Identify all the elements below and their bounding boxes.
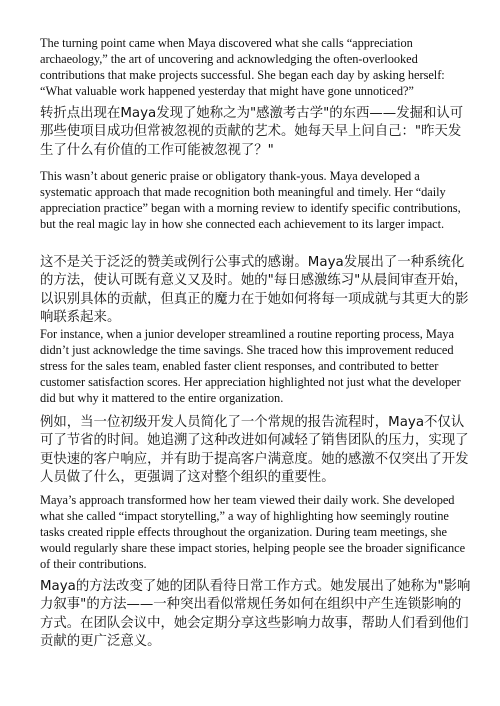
paragraph-chinese-1: 转折点出现在Maya发现了她称之为"感激考古学"的东西——发掘和认可那些使项目成功但常被忽视的贡献的艺术。她每天早上问自己："昨天发生了什么有价值的工作可能被忽视了？" <box>40 106 464 158</box>
paragraph-english-2: This wasn’t about generic praise or obligatory thank-yous. Maya developed a systematic approach that made recognition both meaningful and timely. Her “daily appreciation practice” began with a morning review to identify specific contributions, but the real magic lay in how she connected each achievement to its larger impact. <box>40 169 461 232</box>
paragraph-english-3: For instance, when a junior developer streamlined a routine reporting process, Maya didn’t just acknowledge the time savings. She traced how this improvement reduced stress for the sales team, enabled faster client responses, and contributed to better customer satisfaction scores. Her appreciation highlighted not just what the developer did but why it mattered to the entire organization. <box>40 327 461 406</box>
paragraph-english-1: The turning point came when Maya discovered what she calls “appreciation archaeology,” the art of uncovering and acknowledging the often-overlooked contributions that make projects successful. She began each day by asking herself: “What valuable work happened yesterday that might have gone unnoticed?” <box>40 36 445 99</box>
paragraph-chinese-3: 例如，当一位初级开发人员简化了一个常规的报告流程时，Maya不仅认可了节省的时间。她追溯了这种改进如何减轻了销售团队的压力，实现了更快速的客户响应，并有助于提高客户满意度。她的感激不仅突出了开发人员做了什么，更强调了这对整个组织的重要性。 <box>40 415 469 485</box>
paragraph-english-4: Maya’s approach transformed how her team viewed their daily work. She developed what she called “impact storytelling,” a way of highlighting how seemingly routine tasks created ripple effects throughout the organization. During team meetings, she would regularly share these impact stories, helping people see the broader significance of their contributions. <box>40 493 466 572</box>
paragraph-chinese-4: Maya的方法改变了她的团队看待日常工作方式。她发展出了她称为"影响力叙事"的方法——一种突出看似常规任务如何在组织中产生连锁影响的方式。在团队会议中，她会定期分享这些影响力故事，帮助人们看到他们贡献的更广泛意义。 <box>40 579 471 649</box>
paragraph-chinese-2: 这不是关于泛泛的赞美或例行公事式的感谢。Maya发展出了一种系统化的方法，使认可既有意义又及时。她的"每日感激练习"从晨间审查开始，以识别具体的贡献，但真正的魔力在于她如何将每一项成就与其更大的影响联系起来。 <box>40 255 469 325</box>
